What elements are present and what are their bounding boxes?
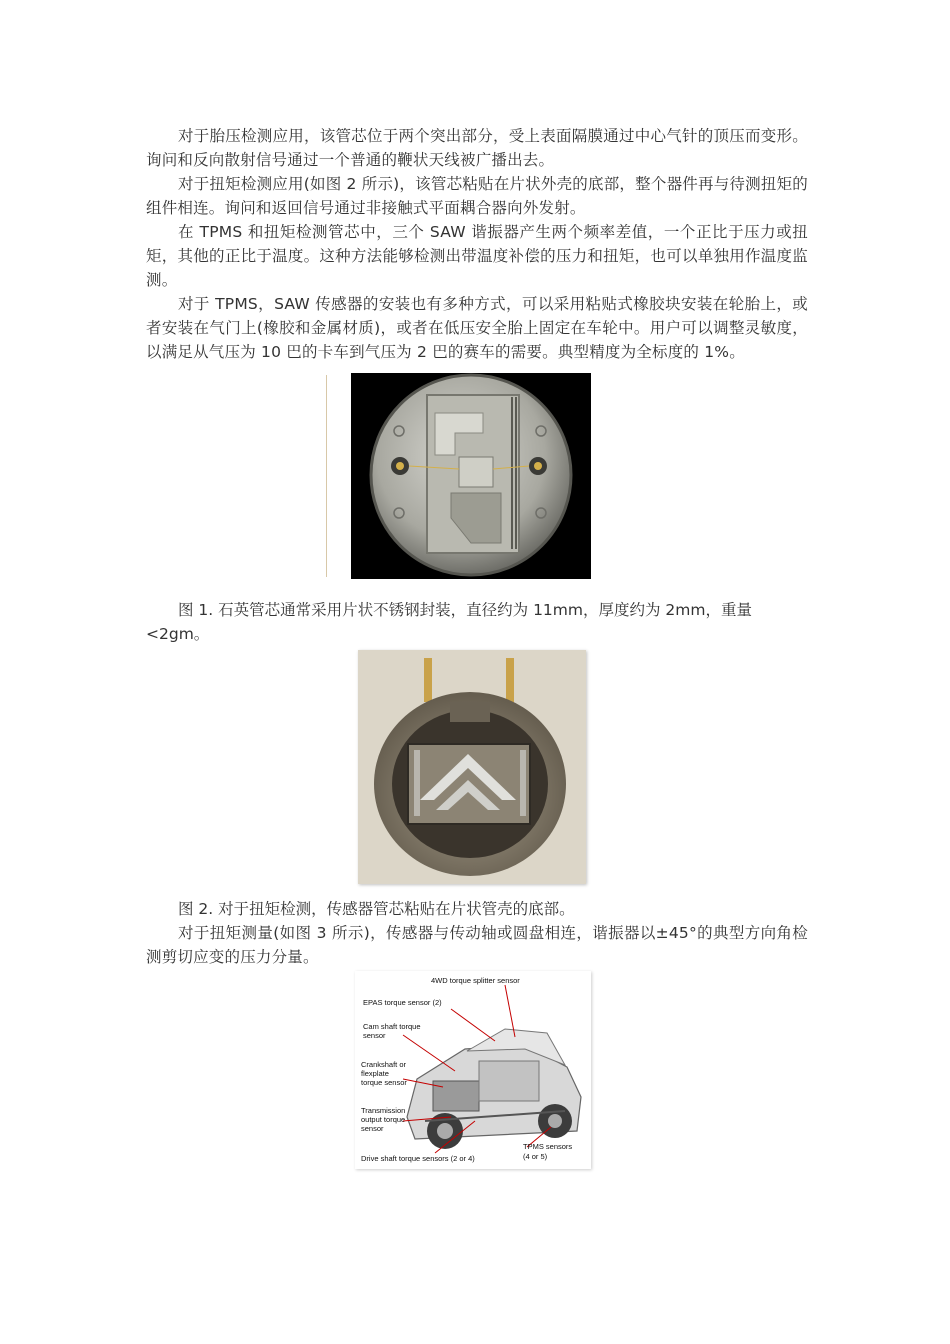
- figure-1-sensor-package: [351, 373, 591, 579]
- caption-1-text: 图 1. 石英管芯通常采用片状不锈钢封装，直径约为 11mm，厚度约为 2mm，重量<2gm。: [146, 601, 752, 643]
- label-crank-2: flexplate: [361, 1069, 389, 1078]
- label-epas: EPAS torque sensor (2): [363, 998, 442, 1007]
- figure-1-image: [351, 373, 591, 579]
- figure-2-image: [358, 650, 586, 884]
- label-tpms-1: TPMS sensors: [523, 1142, 573, 1151]
- bottom-text-section: [146, 921, 808, 969]
- figure-3-image: [355, 971, 591, 1169]
- top-text-section: [146, 124, 808, 364]
- paragraph-tpms-torque-die: 在 TPMS 和扭矩检测管芯中，三个 SAW 谐振器产生两个频率差值，一个正比于压力或扭矩，其他的正比于温度。这种方法能够检测出带温度补偿的压力和扭矩，也可以单独用作温度监测。: [146, 223, 808, 289]
- label-cam-1: Cam shaft torque: [363, 1022, 421, 1031]
- label-4wd-splitter: 4WD torque splitter sensor: [431, 976, 520, 985]
- figure-2-caption: [146, 897, 808, 921]
- label-trans-2: output torque: [361, 1115, 406, 1124]
- paragraph-torque-application: 对于扭矩检测应用(如图 2 所示)，该管芯粘贴在片状外壳的底部，整个器件再与待测扭矩的组件相连。询问和返回信号通过非接触式平面耦合器向外发射。: [146, 175, 808, 217]
- figure-2-torque-sensor: [358, 650, 586, 884]
- label-crank-1: Crankshaft or: [361, 1060, 407, 1069]
- figure-3-car-sensor-diagram: [355, 971, 591, 1169]
- label-trans-1: Transmission: [361, 1106, 406, 1115]
- label-tpms-2: (4 or 5): [523, 1152, 548, 1161]
- caption-2-text: 图 2. 对于扭矩检测，传感器管芯粘贴在片状管壳的底部。: [178, 900, 575, 918]
- label-trans-3: sensor: [361, 1124, 384, 1133]
- label-cam-2: sensor: [363, 1031, 386, 1040]
- figure-1-margin-rule: [326, 375, 327, 577]
- label-drive-shaft: Drive shaft torque sensors (2 or 4): [361, 1154, 475, 1163]
- paragraph-torque-measurement: 对于扭矩测量(如图 3 所示)，传感器与传动轴或圆盘相连，谐振器以±45°的典型方向角检测剪切应变的压力分量。: [146, 924, 808, 966]
- paragraph-tire-pressure: 对于胎压检测应用，该管芯位于两个突出部分，受上表面隔膜通过中心气针的顶压而变形。询问和反向散射信号通过一个普通的鞭状天线被广播出去。: [146, 127, 808, 169]
- figure-1-caption: [146, 598, 808, 646]
- paragraph-tpms-mounting: 对于 TPMS，SAW 传感器的安装也有多种方式，可以采用粘贴式橡胶块安装在轮胎上，或者安装在气门上(橡胶和金属材质)，或者在低压安全胎上固定在车轮中。用户可以调整灵敏度，以满足从气压为 10 巴的卡车到气压为 2 巴的赛车的需要。典型精度为全标度的 1%。: [146, 295, 808, 361]
- label-crank-3: torque sensor: [361, 1078, 407, 1087]
